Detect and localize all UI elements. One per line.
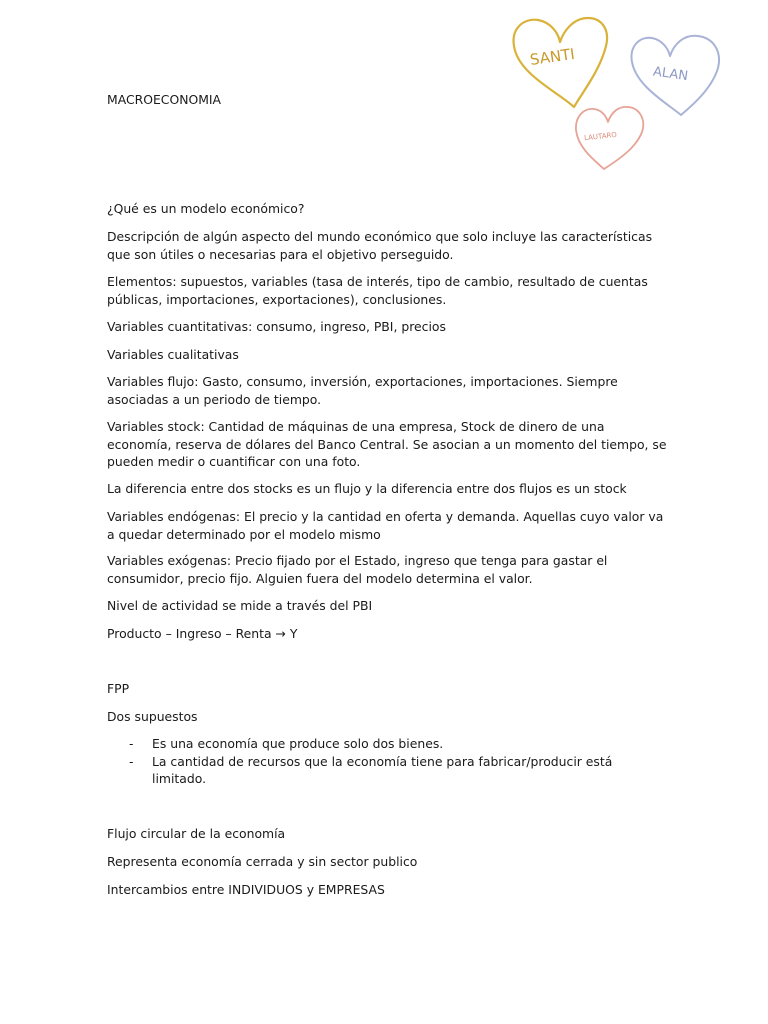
document-title: MACROECONOMIA (107, 92, 222, 107)
svg-text:ALAN: ALAN (652, 64, 689, 85)
paragraph-difference: La diferencia entre dos stocks es un flujo y la diferencia entre dos flujos es un stock (107, 481, 627, 496)
list-item (107, 735, 667, 753)
fpp-heading: FPP (107, 681, 130, 696)
bullet-marker: - (129, 736, 134, 751)
paragraph-definition: Descripción de algún aspecto del mundo económico que solo incluye las características que son útiles o necesarias para el objetivo perseguido. (107, 229, 653, 262)
svg-text:LAUTARO: LAUTARO (583, 130, 618, 143)
paragraph-activity-level: Nivel de actividad se mide a través del PBI (107, 598, 373, 613)
paragraph-circular-flow: Flujo circular de la economía (107, 826, 286, 841)
paragraph-exogenous: Variables exógenas: Precio fijado por el Estado, ingreso que tenga para gastar el consumidor, precio fijo. Alguien fuera del modelo determina el valor. (107, 553, 608, 586)
paragraph-elements: Elementos: supuestos, variables (tasa de interés, tipo de cambio, resultado de cuentas públicas, importaciones, exportaciones), conclusiones. (107, 274, 648, 307)
bullet-text: La cantidad de recursos que la economía tiene para fabricar/producir está limitado. (152, 753, 613, 786)
bullet-marker: - (129, 753, 134, 769)
heart-lautaro-icon (576, 107, 643, 169)
paragraph-qualitative: Variables cualitativas (107, 347, 239, 362)
paragraph-quantitative: Variables cuantitativas: consumo, ingreso, PBI, precios (107, 319, 446, 334)
heart-alan-icon (632, 36, 720, 115)
list-item (107, 753, 667, 788)
paragraph-exchanges: Intercambios entre INDIVIDUOS y EMPRESAS (107, 882, 385, 897)
paragraph-closed-economy: Representa economía cerrada y sin sector publico (107, 854, 418, 869)
bullet-text: Es una economía que produce solo dos bienes. (152, 736, 444, 751)
heart-doodles (500, 12, 740, 177)
svg-text:SANTI: SANTI (528, 44, 576, 69)
paragraph-product-income: Producto – Ingreso – Renta → Y (107, 626, 298, 641)
paragraph-endogenous: Variables endógenas: El precio y la cantidad en oferta y demanda. Aquellas cuyo valor va a quedar determinado por el modelo mismo (107, 509, 664, 542)
fpp-intro: Dos supuestos (107, 709, 198, 724)
paragraph-question: ¿Qué es un modelo económico? (107, 201, 305, 216)
paragraph-flow-variables: Variables flujo: Gasto, consumo, inversión, exportaciones, importaciones. Siempre asociadas a un periodo de tiempo. (107, 374, 618, 407)
heart-santi-icon (514, 18, 607, 107)
fpp-bullet-list (107, 735, 667, 788)
paragraph-stock-variables: Variables stock: Cantidad de máquinas de una empresa, Stock de dinero de una economía, reserva de dólares del Banco Central. Se asocian a un momento del tiempo, se pueden medir o cuantificar con una foto. (107, 419, 667, 469)
